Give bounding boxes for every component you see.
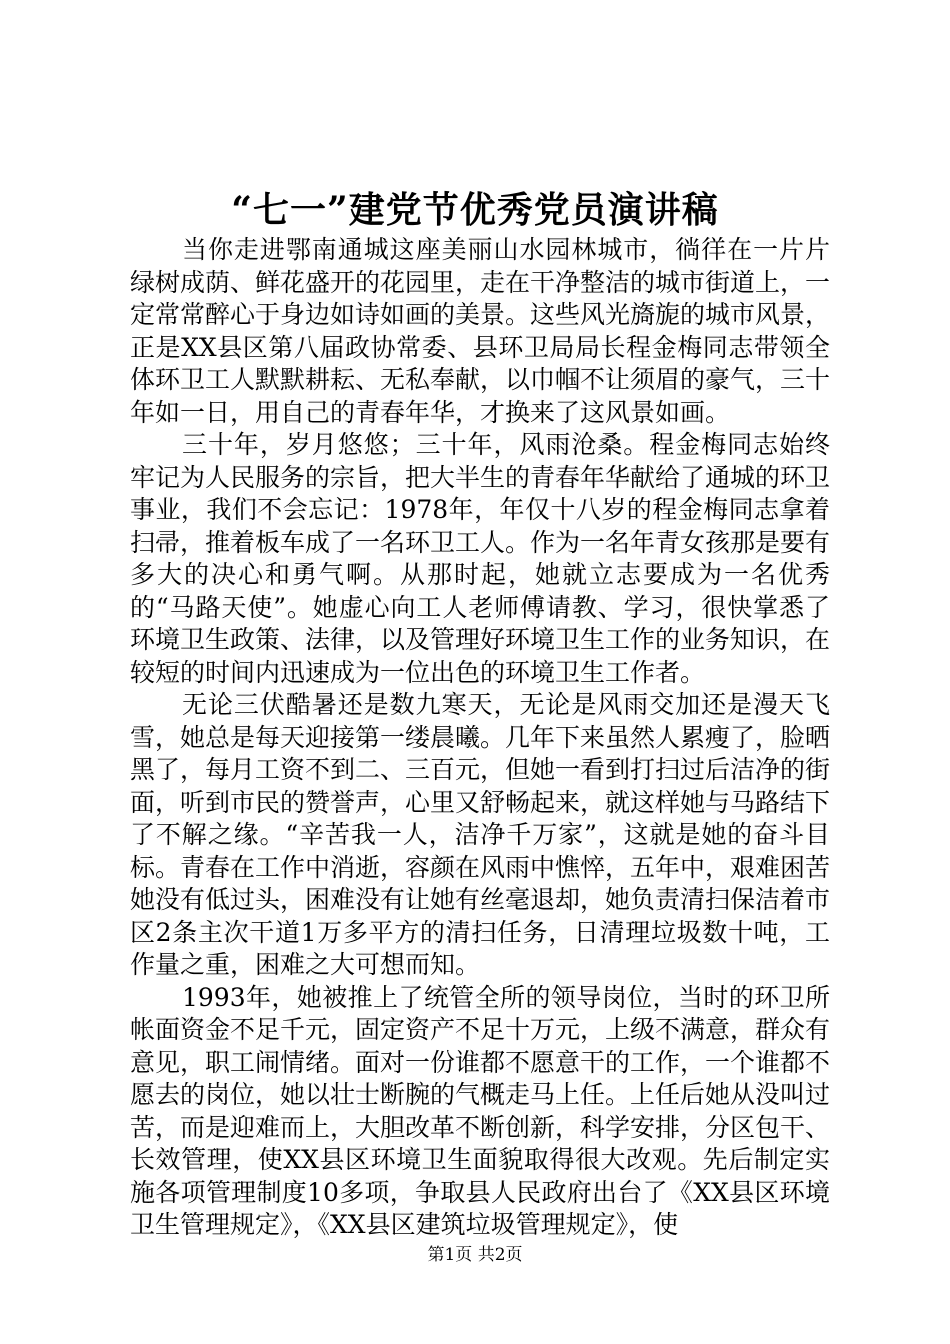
paragraph-3: 无论三伏酷暑还是数九寒天，无论是风雨交加还是漫天飞雪，她总是每天迎接第一缕晨曦。几年下来虽然人累瘦了，脸晒黑了，每月工资不到二、三百元，但她一看到打扫过后洁净的街面，听到市民的赞誉声，心里又舒畅起来，就这样她与马路结下了不解之缘。“辛苦我一人，洁净千万家”，这就是她的奋斗目标。青春在工作中消逝，容颜在风雨中憔悴，五年中，艰难困苦她没有低过头，困难没有让她有丝毫退却，她负责清扫保洁着市区2条主次干道1万多平方的清扫任务，日清理垃圾数十吨，工作量之重，困难之大可想而知。: [130, 690, 831, 979]
paragraph-2: 三十年，岁月悠悠；三十年，风雨沧桑。程金梅同志始终牢记为人民服务的宗旨，把大半生的青春年华献给了通城的环卫事业，我们不会忘记：1978年，年仅十八岁的程金梅同志拿着扫帚，推着板车成了一名环卫工人。作为一名年青女孩那是要有多大的决心和勇气啊。从那时起，她就立志要成为一名优秀的“马路天使”。她虚心向工人老师傅请教、学习，很快掌悉了环境卫生政策、法律，以及管理好环境卫生工作的业务知识，在较短的时间内迅速成为一位出色的环境卫生工作者。: [130, 430, 831, 687]
document-body: [130, 234, 830, 1242]
paragraph-4: 1993年，她被推上了统管全所的领导岗位，当时的环卫所帐面资金不足千元，固定资产不足十万元，上级不满意，群众有意见，职工闹情绪。面对一份谁都不愿意干的工作，一个谁都不愿去的岗位，她以壮士断腕的气概走马上任。上任后她从没叫过苦，而是迎难而上，大胆改革不断创新，科学安排，分区包干、长效管理，使XX县区环境卫生面貌取得很大改观。先后制定实施各项管理制度10多项，争取县人民政府出台了《XX县区环境卫生管理规定》，《XX县区建筑垃圾管理规定》，使: [130, 982, 831, 1239]
page-number-footer: 第1页 共2页: [427, 1245, 523, 1265]
paragraph-1: 当你走进鄂南通城这座美丽山水园林城市，徜徉在一片片绿树成荫、鲜花盛开的花园里，走在干净整洁的城市街道上，一定常常醉心于身边如诗如画的美景。这些风光旖旎的城市风景，正是XX县区第八届政协常委、县环卫局局长程金梅同志带领全体环卫工人默默耕耘、无私奉献，以巾帼不让须眉的豪气，三十年如一日，用自己的青春年华，才换来了这风景如画。: [130, 235, 831, 427]
document-title: “七一”建党节优秀党员演讲稿: [231, 189, 719, 231]
